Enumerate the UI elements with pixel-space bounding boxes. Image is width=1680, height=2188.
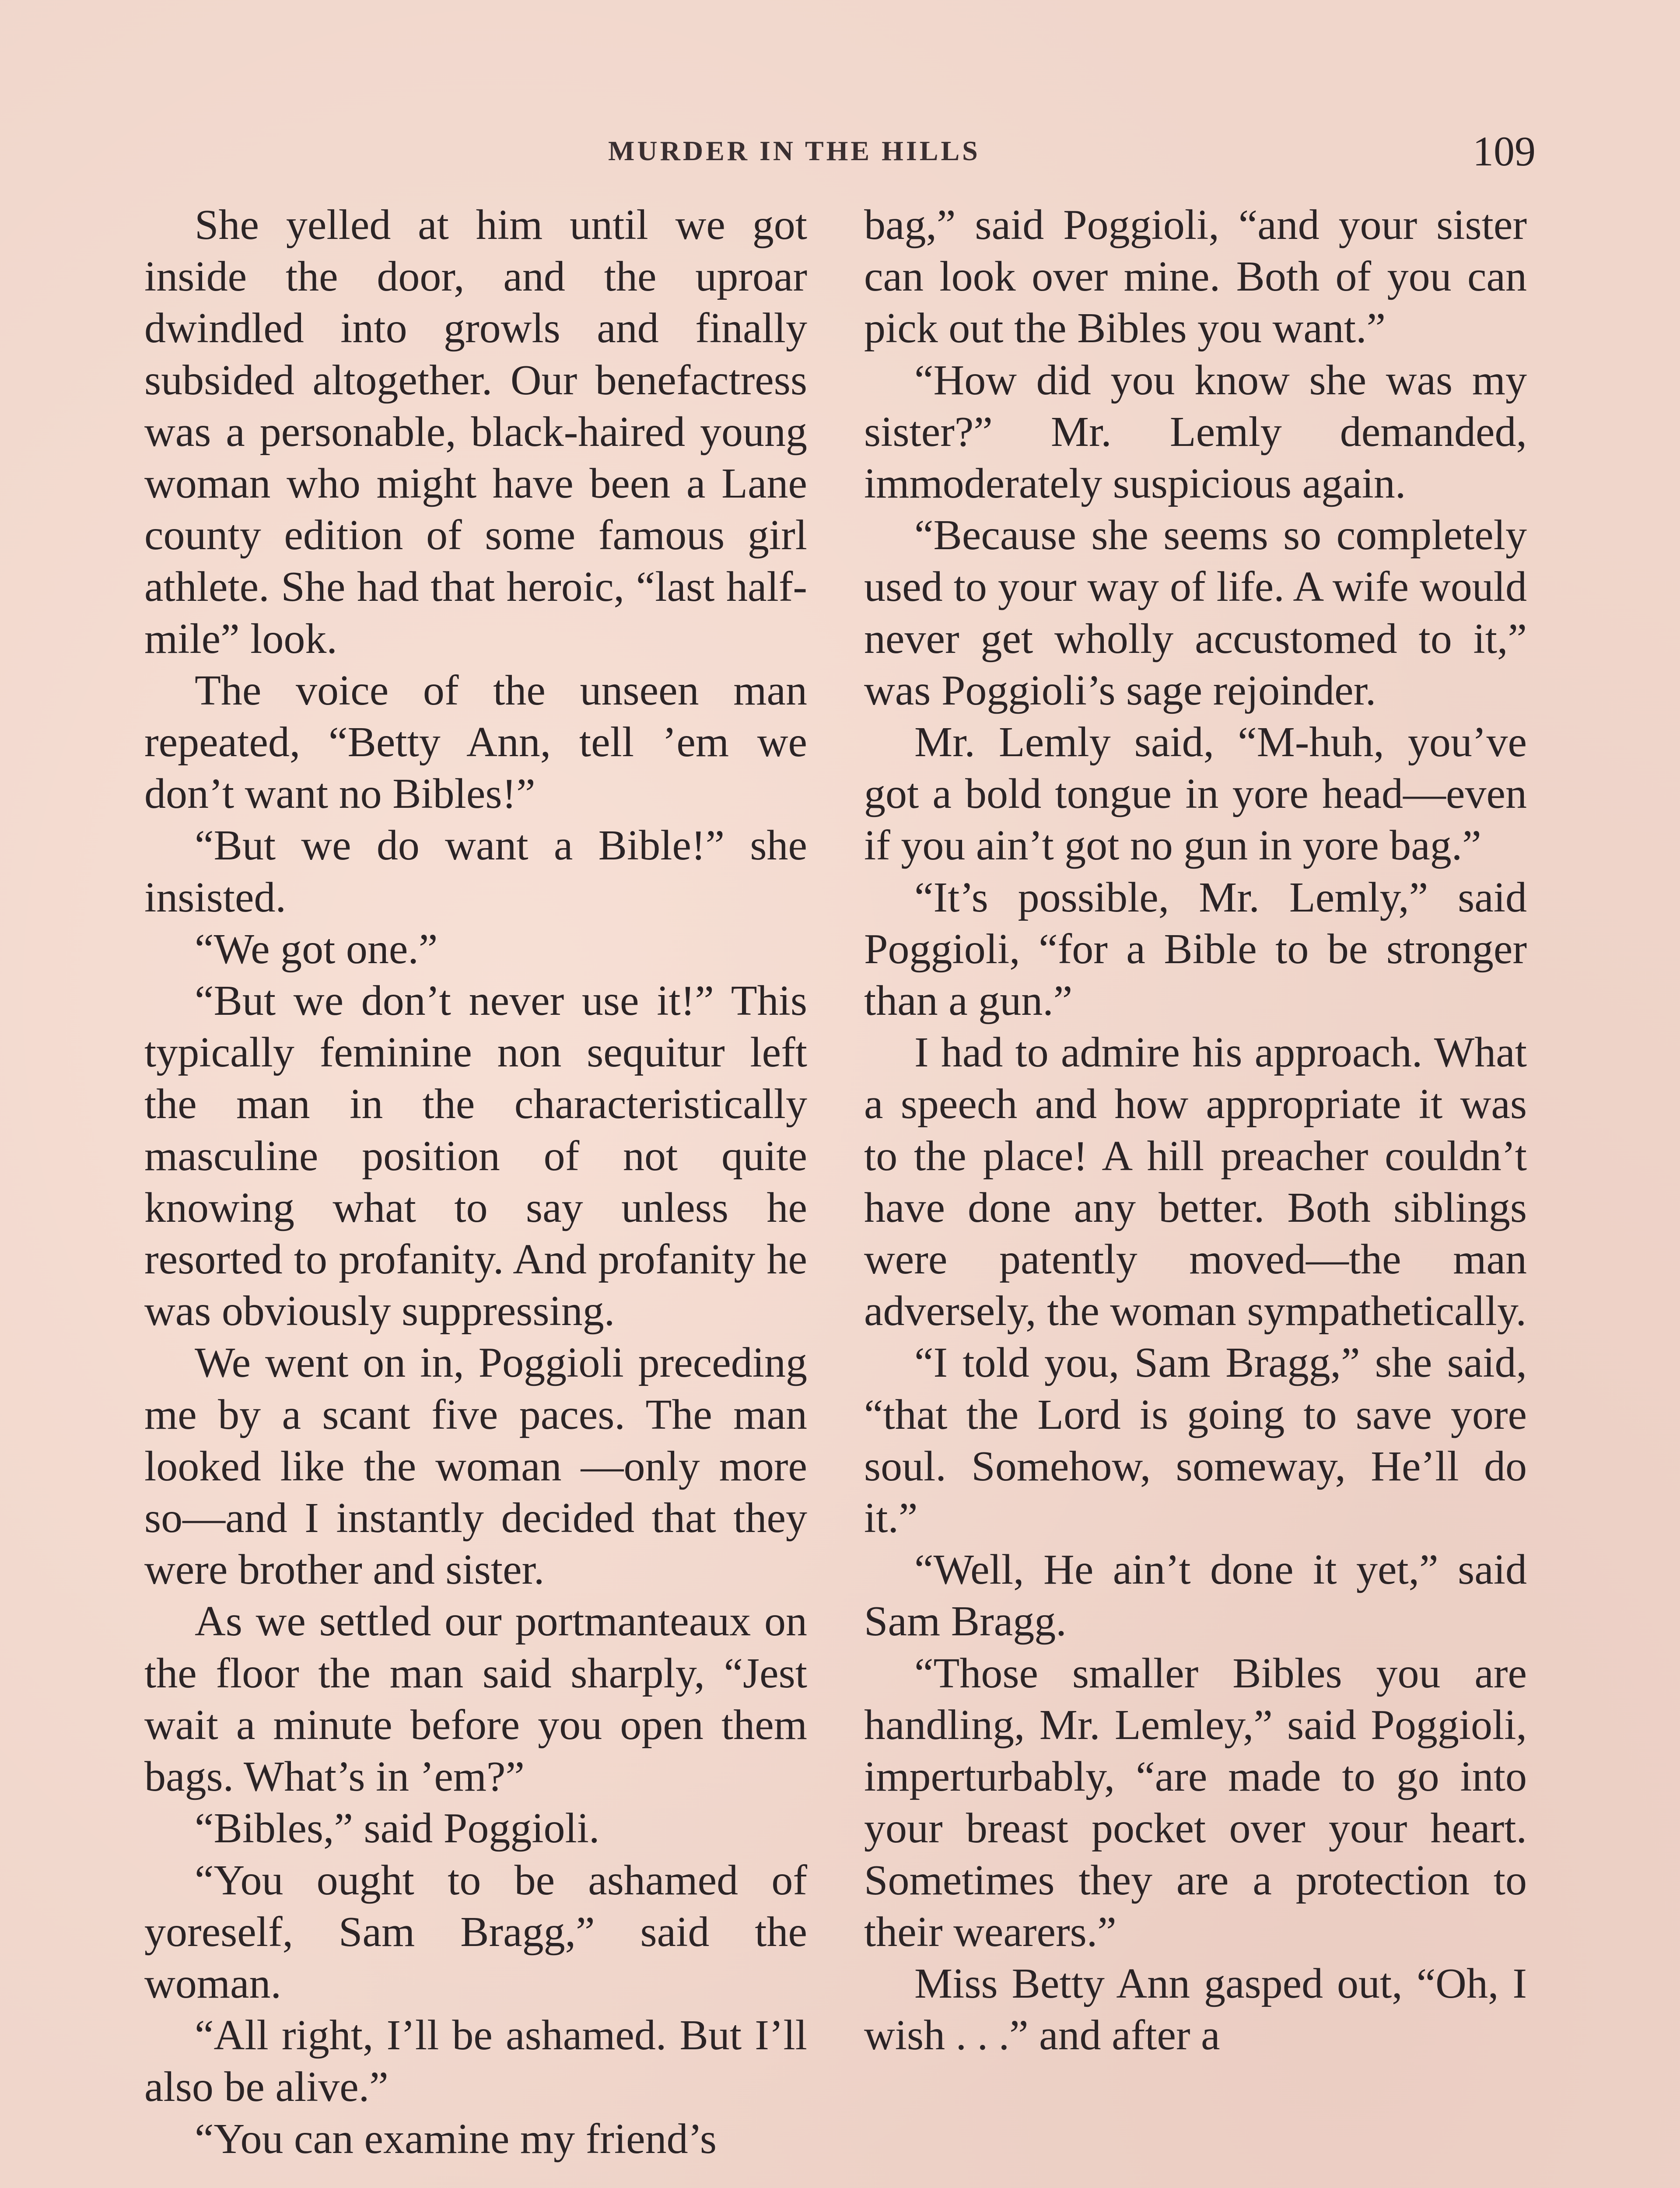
paragraph: “We got one.”	[195, 925, 438, 973]
paragraph: Mr. Lemly said, “M-huh, you’ve got a bold tongue in yore head—even if you ain’t got no gun in yore bag.”	[864, 719, 1527, 870]
paragraph: “How did you know she was my sister?” Mr. Lemly demanded, immoderately suspicious again.	[864, 356, 1527, 508]
right-text-column	[864, 199, 1527, 2061]
paragraph: As we settled our portmanteaux on the floor the man said sharply, “Jest wait a minute before you open them bags. What’s in ’em?”	[144, 1598, 807, 1801]
paragraph: “It’s possible, Mr. Lemly,” said Poggioli, “for a Bible to be stronger than a gun.”	[864, 873, 1527, 1025]
page-header	[144, 127, 1536, 179]
paragraph: “You can examine my friend’s	[195, 2115, 717, 2163]
paragraph: “You ought to be ashamed of yoreself, Sam Bragg,” said the woman.	[144, 1856, 807, 2007]
paragraph: The voice of the unseen man repeated, “Betty Ann, tell ’em we don’t want no Bibles!”	[144, 666, 807, 818]
paragraph: “Those smaller Bibles you are handling, Mr. Lemley,” said Poggioli, imperturbably, “are made to go into your breast pocket over your heart. Sometimes they are a protection to their wearers.”	[864, 1649, 1527, 1956]
paragraph: “All right, I’ll be ashamed. But I’ll also be alive.”	[144, 2012, 807, 2111]
paragraph: “I told you, Sam Bragg,” she said, “that the Lord is going to save yore soul. Somehow, someway, He’ll do it.”	[864, 1339, 1527, 1542]
paragraph-continuation: bag,” said Poggioli, “and your sister can look over mine. Both of you can pick out the Bibles you want.”	[864, 201, 1527, 352]
paragraph: “Because she seems so completely used to your way of life. A wife would never get wholly accustomed to it,” was Poggioli’s sage rejoinder.	[864, 512, 1527, 714]
page-number: 109	[1473, 128, 1536, 175]
paragraph: “But we do want a Bible!” she insisted.	[144, 822, 807, 921]
paragraph: “Bibles,” said Poggioli.	[195, 1805, 600, 1852]
paragraph: “But we don’t never use it!” This typically feminine non sequitur left the man in the characteristically masculine position of not quite knowing what to say unless he resorted to profanity. And profanity he was obviously suppressing.	[144, 977, 807, 1335]
paragraph: We went on in, Poggioli preceding me by a scant five paces. The man looked like the woman —only more so—and I instantly decided that they were brother and sister.	[144, 1339, 807, 1594]
paragraph: She yelled at him until we got inside the door, and the uproar dwindled into growls and finally subsided altogether. Our benefactress was a personable, black-haired young woman who might have been a Lane county edition of some famous girl athlete. She had that heroic, “last half-mile” look.	[144, 201, 807, 663]
paragraph: “Well, He ain’t done it yet,” said Sam Bragg.	[864, 1546, 1527, 1645]
left-text-column	[144, 199, 807, 2165]
paragraph: Miss Betty Ann gasped out, “Oh, I wish . . .” and after a	[864, 1960, 1527, 2059]
paragraph: I had to admire his approach. What a speech and how appropriate it was to the place! A hill preacher couldn’t have done any better. Both siblings were patently moved—the man adversely, the woman sympathetically.	[864, 1029, 1527, 1335]
running-title: MURDER IN THE HILLS	[608, 135, 980, 166]
